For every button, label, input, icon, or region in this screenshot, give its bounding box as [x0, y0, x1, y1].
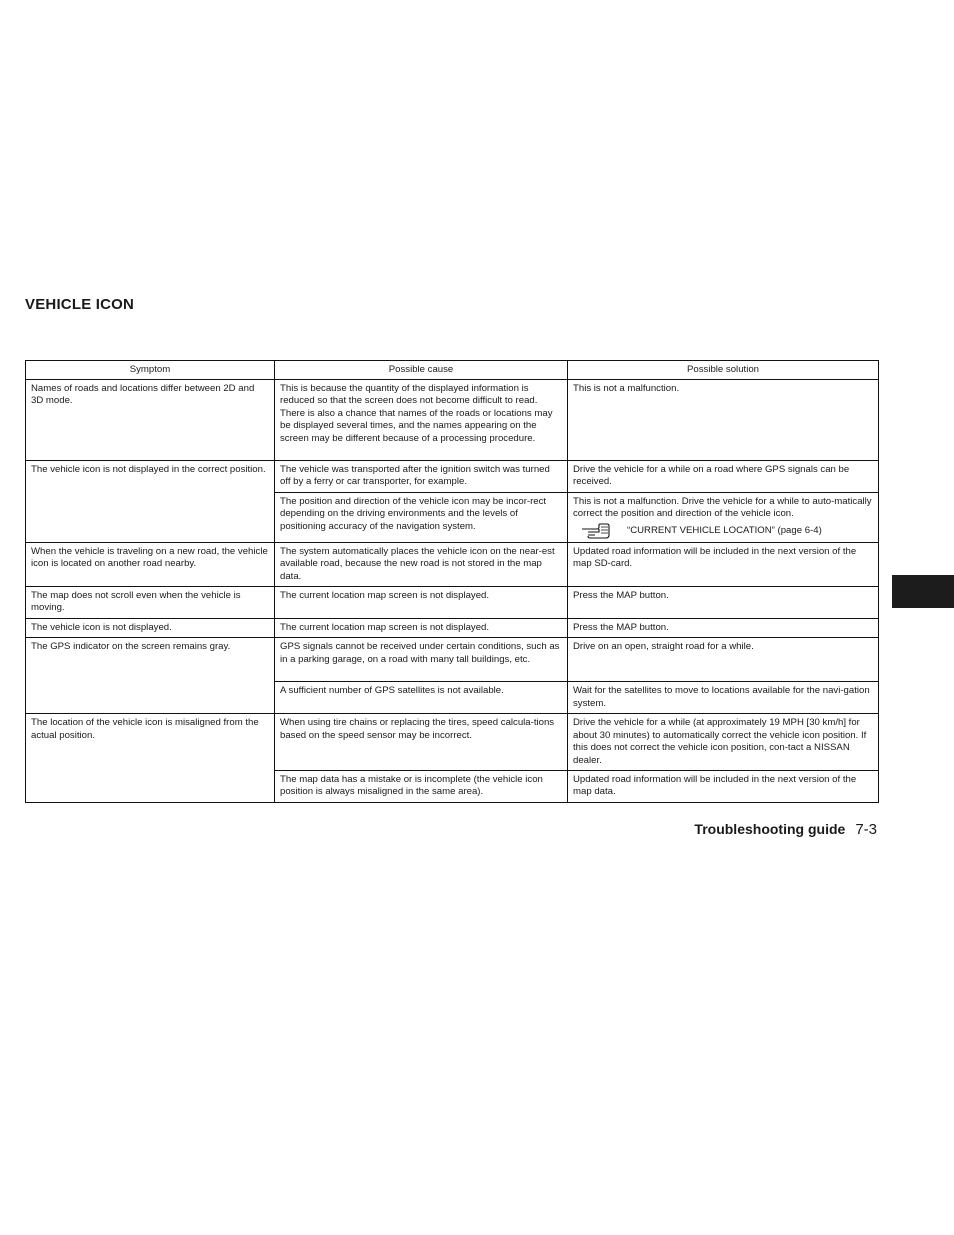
table-header-row	[26, 361, 879, 380]
table-row	[26, 638, 879, 682]
cause-cell: GPS signals cannot be received under certain conditions, such as in a parking garage, on a road with many tall buildings, etc.	[275, 638, 568, 682]
cause-cell: The vehicle was transported after the ignition switch was turned off by a ferry or car transporter, for example.	[275, 461, 568, 493]
page-footer	[694, 821, 877, 838]
symptom-cell: The location of the vehicle icon is misaligned from the actual position.	[26, 714, 275, 803]
cause-cell: The system automatically places the vehicle icon on the near-est available road, because the new road is not stored in the map data.	[275, 542, 568, 586]
cause-cell: This is because the quantity of the displayed information is reduced so that the screen does not become difficult to read. There is also a chance that names of the roads or locations may be displayed several times, and the names appearing on the screen may be different because of a processing procedure.	[275, 380, 568, 461]
solution-cell: Press the MAP button.	[568, 619, 879, 638]
table-row	[26, 619, 879, 638]
reference-text: “CURRENT VEHICLE LOCATION” (page 6-4)	[627, 524, 822, 536]
pointing-hand-icon	[581, 523, 611, 539]
footer-section-label: Troubleshooting guide	[694, 821, 846, 837]
table-row	[26, 380, 879, 461]
cause-cell: The position and direction of the vehicle icon may be incor-rect depending on the driving environments and the levels of positioning accuracy of the navigation system.	[275, 493, 568, 543]
solution-cell	[568, 493, 879, 543]
chapter-tab	[892, 575, 954, 608]
section-title: VEHICLE ICON	[25, 296, 135, 313]
cause-cell: The current location map screen is not displayed.	[275, 619, 568, 638]
symptom-cell: When the vehicle is traveling on a new road, the vehicle icon is located on another road nearby.	[26, 542, 275, 586]
cause-cell: The map data has a mistake or is incomplete (the vehicle icon position is always misaligned in the same area).	[275, 771, 568, 803]
symptom-cell: The vehicle icon is not displayed.	[26, 619, 275, 638]
solution-cell: Drive on an open, straight road for a while.	[568, 638, 879, 682]
symptom-cell: The map does not scroll even when the vehicle is moving.	[26, 587, 275, 619]
header-possible-cause: Possible cause	[275, 361, 568, 380]
solution-cell: Wait for the satellites to move to locations available for the navi-gation system.	[568, 682, 879, 714]
table-row	[26, 714, 879, 771]
page-number: 7-3	[855, 821, 877, 838]
page-reference	[573, 523, 873, 539]
header-symptom: Symptom	[26, 361, 275, 380]
table-row	[26, 461, 879, 493]
solution-cell: Press the MAP button.	[568, 587, 879, 619]
solution-cell: Drive the vehicle for a while (at approximately 19 MPH [30 km/h] for about 30 minutes) to automatically correct the vehicle icon position. If this does not correct the vehicle icon position, con-tact a NISSAN dealer.	[568, 714, 879, 771]
symptom-cell: The GPS indicator on the screen remains gray.	[26, 638, 275, 714]
cause-cell: The current location map screen is not displayed.	[275, 587, 568, 619]
table-row	[26, 542, 879, 586]
symptom-cell: Names of roads and locations differ between 2D and 3D mode.	[26, 380, 275, 461]
troubleshooting-table	[25, 360, 879, 803]
solution-cell: Updated road information will be included in the next version of the map SD-card.	[568, 542, 879, 586]
symptom-cell: The vehicle icon is not displayed in the correct position.	[26, 461, 275, 543]
solution-cell: This is not a malfunction.	[568, 380, 879, 461]
cause-cell: A sufficient number of GPS satellites is not available.	[275, 682, 568, 714]
solution-cell: Updated road information will be included in the next version of the map data.	[568, 771, 879, 803]
cause-cell: When using tire chains or replacing the tires, speed calcula-tions based on the speed sensor may be incorrect.	[275, 714, 568, 771]
solution-cell: Drive the vehicle for a while on a road where GPS signals can be received.	[568, 461, 879, 493]
table-row	[26, 587, 879, 619]
solution-text: This is not a malfunction. Drive the vehicle for a while to auto-matically correct the position and direction of the vehicle icon.	[573, 496, 872, 520]
header-possible-solution: Possible solution	[568, 361, 879, 380]
